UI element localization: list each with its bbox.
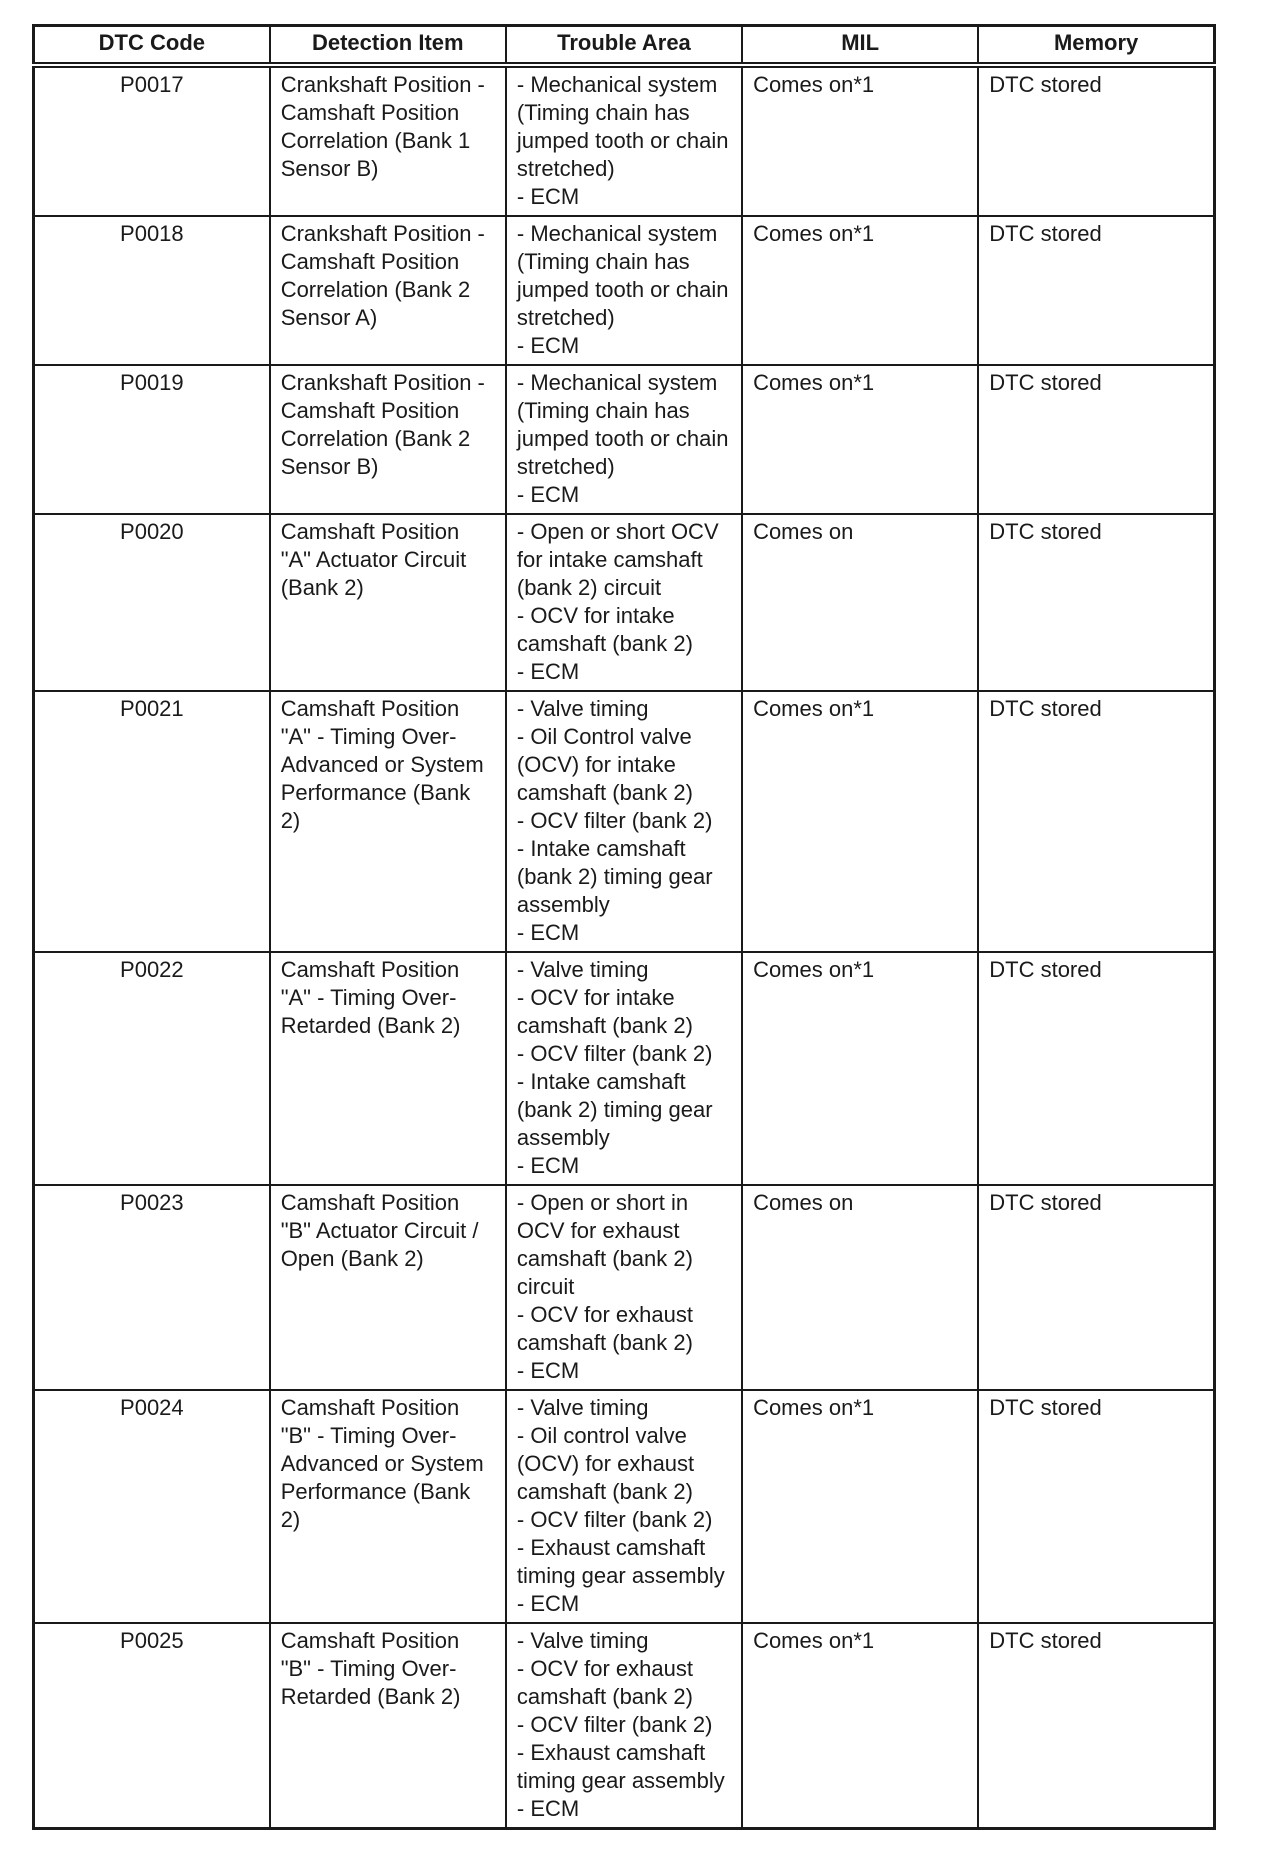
table-row [34,1390,1215,1623]
header-mil: MIL [742,26,978,66]
table-row [34,216,1215,365]
table-row [34,1185,1215,1390]
trouble-area-cell: - Mechanical system (Timing chain has jumped tooth or chain stretched) - ECM [506,365,742,514]
header-dtc-code: DTC Code [34,26,270,66]
mil-cell: Comes on [742,1185,978,1390]
detection-item-cell: Camshaft Position "A" - Timing Over- Advanced or System Performance (Bank 2) [270,691,506,952]
dtc-code-cell: P0025 [34,1623,270,1829]
dtc-code-cell: P0019 [34,365,270,514]
table-body [34,65,1215,1829]
detection-item-cell: Crankshaft Position - Camshaft Position Correlation (Bank 1 Sensor B) [270,65,506,216]
memory-cell: DTC stored [978,216,1214,365]
detection-item-cell: Camshaft Position "A" - Timing Over- Retarded (Bank 2) [270,952,506,1185]
mil-cell: Comes on*1 [742,365,978,514]
table-row [34,514,1215,691]
table-row [34,952,1215,1185]
table-row [34,365,1215,514]
mil-cell: Comes on*1 [742,216,978,365]
mil-cell: Comes on*1 [742,952,978,1185]
trouble-area-cell: - Valve timing - OCV for exhaust camshaft (bank 2) - OCV filter (bank 2) - Exhaust camshaft timing gear assembly - ECM [506,1623,742,1829]
trouble-area-cell: - Mechanical system (Timing chain has jumped tooth or chain stretched) - ECM [506,216,742,365]
header-detection-item: Detection Item [270,26,506,66]
memory-cell: DTC stored [978,65,1214,216]
detection-item-cell: Camshaft Position "B" - Timing Over- Retarded (Bank 2) [270,1623,506,1829]
trouble-area-cell: - Valve timing - Oil Control valve (OCV) for intake camshaft (bank 2) - OCV filter (bank 2) - Intake camshaft (bank 2) timing gear assembly - ECM [506,691,742,952]
trouble-area-cell: - Valve timing - OCV for intake camshaft (bank 2) - OCV filter (bank 2) - Intake camshaft (bank 2) timing gear assembly - ECM [506,952,742,1185]
dtc-code-cell: P0024 [34,1390,270,1623]
trouble-area-cell: - Open or short in OCV for exhaust camshaft (bank 2) circuit - OCV for exhaust camshaft (bank 2) - ECM [506,1185,742,1390]
trouble-area-cell: - Open or short OCV for intake camshaft (bank 2) circuit - OCV for intake camshaft (bank 2) - ECM [506,514,742,691]
dtc-code-cell: P0021 [34,691,270,952]
mil-cell: Comes on [742,514,978,691]
memory-cell: DTC stored [978,365,1214,514]
table-row [34,65,1215,216]
table-row [34,1623,1215,1829]
dtc-code-cell: P0020 [34,514,270,691]
mil-cell: Comes on*1 [742,1390,978,1623]
table-header [34,26,1215,66]
memory-cell: DTC stored [978,514,1214,691]
dtc-code-cell: P0022 [34,952,270,1185]
trouble-area-cell: - Mechanical system (Timing chain has jumped tooth or chain stretched) - ECM [506,65,742,216]
mil-cell: Comes on*1 [742,1623,978,1829]
dtc-code-cell: P0023 [34,1185,270,1390]
header-trouble-area: Trouble Area [506,26,742,66]
detection-item-cell: Camshaft Position "B" - Timing Over- Advanced or System Performance (Bank 2) [270,1390,506,1623]
dtc-code-cell: P0017 [34,65,270,216]
memory-cell: DTC stored [978,691,1214,952]
memory-cell: DTC stored [978,1185,1214,1390]
detection-item-cell: Crankshaft Position - Camshaft Position Correlation (Bank 2 Sensor B) [270,365,506,514]
detection-item-cell: Camshaft Position "A" Actuator Circuit (Bank 2) [270,514,506,691]
detection-item-cell: Crankshaft Position - Camshaft Position Correlation (Bank 2 Sensor A) [270,216,506,365]
trouble-area-cell: - Valve timing - Oil control valve (OCV) for exhaust camshaft (bank 2) - OCV filter (bank 2) - Exhaust camshaft timing gear assembly - ECM [506,1390,742,1623]
detection-item-cell: Camshaft Position "B" Actuator Circuit / Open (Bank 2) [270,1185,506,1390]
memory-cell: DTC stored [978,1623,1214,1829]
mil-cell: Comes on*1 [742,691,978,952]
header-row [34,26,1215,66]
memory-cell: DTC stored [978,952,1214,1185]
dtc-code-cell: P0018 [34,216,270,365]
dtc-table [32,24,1216,1830]
table-row [34,691,1215,952]
mil-cell: Comes on*1 [742,65,978,216]
memory-cell: DTC stored [978,1390,1214,1623]
header-memory: Memory [978,26,1214,66]
